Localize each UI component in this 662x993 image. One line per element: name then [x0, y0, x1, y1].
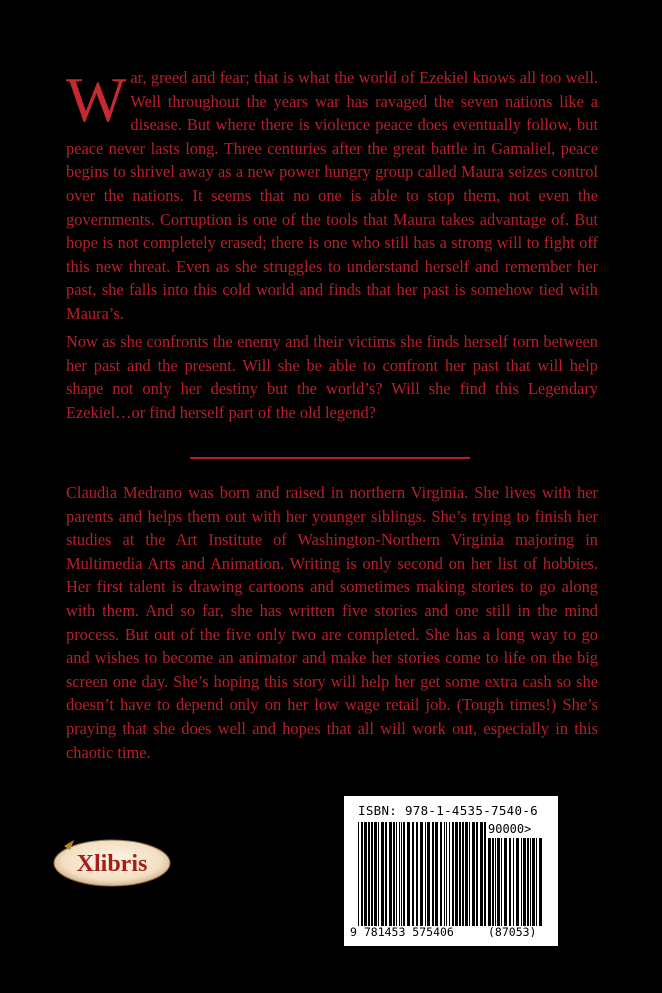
blurb-paragraph-1 — [66, 66, 598, 326]
barcode-bar — [472, 822, 475, 926]
barcode-bar — [416, 822, 418, 926]
barcode-bar — [435, 822, 438, 926]
barcode-bar — [378, 822, 379, 926]
barcode-bar — [509, 838, 511, 926]
barcode-bar — [497, 838, 500, 926]
section-divider — [190, 457, 470, 459]
blurb-paragraph-1-text: ar, greed and fear; that is what the world of Ezekiel knows all too well. Well throughout the years war has ravaged the seven nations like a disease. But where there is violence peace does eventually follow, but peace never lasts long. Three centuries after the great battle in Gamaliel, peace begins to shrivel away as a new power hungry group called Maura seizes control over the nations. It seems that no one is able to stop them, not even the governments. Corruption is one of the tools that Maura takes advantage of. But hope is not completely erased; there is one who still has a strong will to fight off this new threat. Even as she struggles to understand herself and remember her past, she falls into this cold world and finds that her past is somehow tied with Maura’s. — [66, 68, 598, 323]
barcode-bar — [427, 822, 430, 926]
addon-bars — [488, 838, 544, 926]
barcode-bar — [358, 822, 359, 926]
barcode-bar — [501, 838, 502, 926]
barcode-bar — [484, 822, 486, 926]
blurb-paragraph-2: Now as she confronts the enemy and their victims she finds herself torn between her past and the present. Will she be able to confront her past that will help shape not only her destiny but the world’s? Will she find this Legendary Ezekiel…or find herself part of the old legend? — [66, 332, 598, 422]
drop-cap: W — [66, 64, 127, 135]
barcode-bar — [374, 822, 377, 926]
barcode-bar — [399, 822, 400, 926]
barcode-bar — [504, 838, 507, 926]
barcode-bar — [403, 822, 405, 926]
ean-digits: 9 781453 575406 — [350, 925, 454, 939]
barcode-bar — [521, 838, 522, 926]
barcode-bar — [536, 838, 537, 926]
barcode-bar — [389, 822, 392, 926]
barcode-bar — [523, 838, 526, 926]
barcode-bar — [420, 822, 423, 926]
barcode-bar — [462, 822, 464, 926]
logo-text: Xlibris — [76, 851, 148, 877]
barcode-bar — [480, 822, 483, 926]
barcode-bar — [381, 822, 384, 926]
barcode-bar — [516, 838, 519, 926]
isbn-barcode — [344, 796, 558, 946]
barcode-bar — [371, 822, 373, 926]
barcode-bar — [532, 838, 535, 926]
barcode-bar — [513, 838, 514, 926]
barcode-bar — [393, 822, 395, 926]
barcode-bar — [401, 822, 402, 926]
barcode-bar — [459, 822, 461, 926]
barcode-bar — [432, 822, 434, 926]
barcode-bar — [476, 822, 478, 926]
barcode-bar — [396, 822, 397, 926]
addon-digits: (87053) — [488, 925, 537, 939]
barcode-bar — [425, 822, 426, 926]
barcode-bar — [495, 838, 496, 926]
price-code: 90000> — [488, 822, 532, 836]
barcode-bar — [407, 822, 410, 926]
isbn-label: ISBN: 978-1-4535-7540-6 — [358, 803, 538, 818]
barcode-bar — [412, 822, 414, 926]
barcode-bar — [440, 822, 442, 926]
barcode-bar — [361, 822, 363, 926]
barcode-bar — [455, 822, 458, 926]
xlibris-logo — [52, 838, 172, 888]
barcode-bar — [530, 838, 531, 926]
barcode-bar — [364, 822, 367, 926]
barcode-bar — [465, 822, 468, 926]
barcode-bar — [539, 838, 542, 926]
barcode-bar — [446, 822, 447, 926]
ean-bars — [358, 822, 486, 926]
barcode-bar — [444, 822, 445, 926]
barcode-bar — [492, 838, 494, 926]
author-bio: Claudia Medrano was born and raised in northern Virginia. She lives with her parents and helps them out with her younger siblings. She’s trying to finish her studies at the Art Institute of Washington-Northern Virginia majoring in Multimedia Arts and Animation. Writing is only second on her list of hobbies. Her first talent is drawing cartoons and sometimes making stories to go along with them. And so far, she has written five stories and one still in the mind process. But out of the five only two are completed. She has a long way to go and wishes to become an animator and make her stories come to life on the big screen one day. She’s hoping this story will help her get some extra cash so she doesn’t have to depend only on her low wage retail job. (Tough times!) She’s praying that she does well and hopes that all will work out, especially in this chaotic time. — [66, 483, 598, 762]
barcode-bar — [368, 822, 370, 926]
barcode-bar — [527, 838, 529, 926]
barcode-bar — [469, 822, 470, 926]
barcode-bar — [385, 822, 387, 926]
barcode-bar — [488, 838, 491, 926]
barcode-bar — [452, 822, 454, 926]
barcode-bar — [449, 822, 450, 926]
